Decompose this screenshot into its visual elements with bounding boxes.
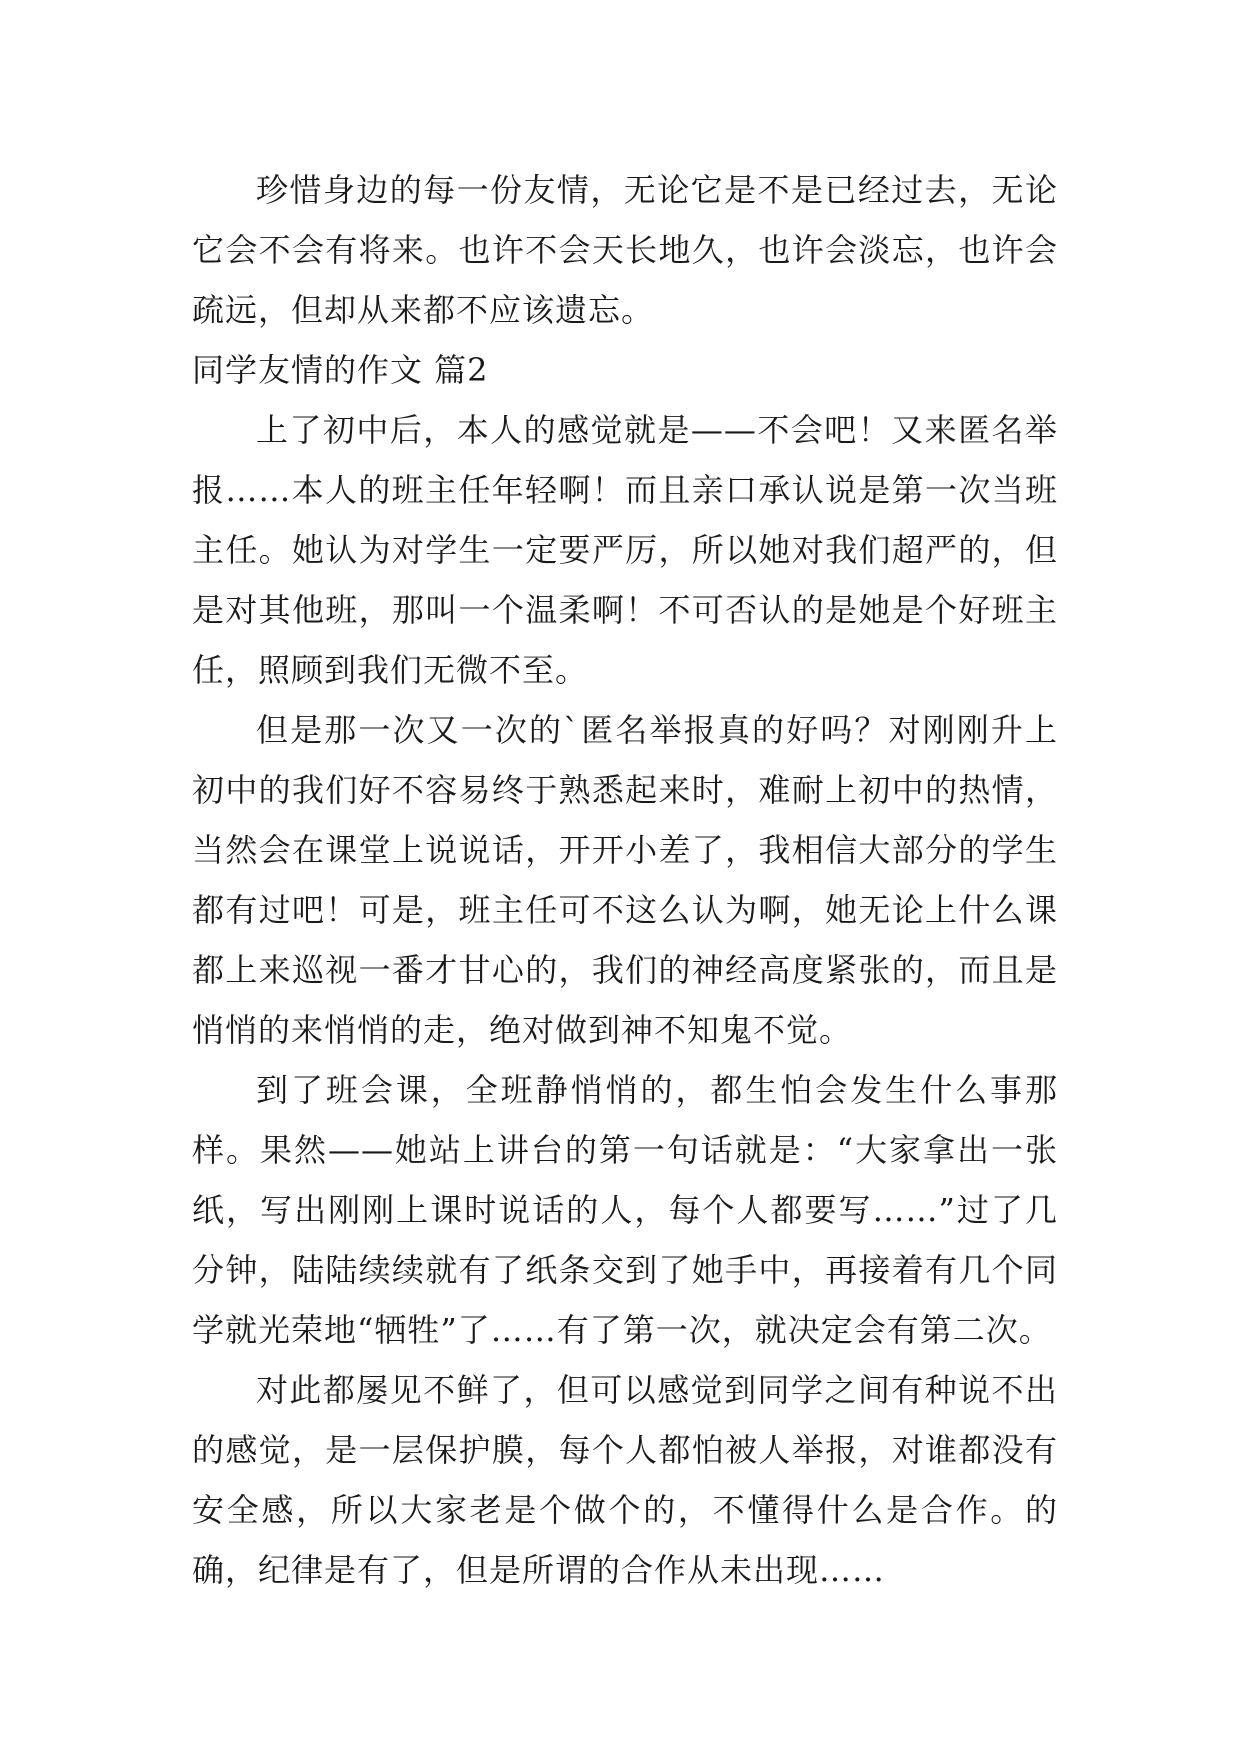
paragraph-3: 到了班会课，全班静悄悄的，都生怕会发生什么事那样。果然——她站上讲台的第一句话就是：“大家拿出一张纸，写出刚刚上课时说话的人，每个人都要写……”过了几分钟，陆陆续续就有了纸条交到了她手中，再接着有几个同学就光荣地“牺牲”了……有了第一次，就决定会有第二次。 (192, 1071, 1058, 1349)
paragraph-friendship-conclusion: 珍惜身边的每一份友情，无论它是不是已经过去，无论它会不会有将来。也许不会天长地久，也许会淡忘，也许会疏远，但却从来都不应该遗忘。 (192, 171, 1058, 329)
document-body (192, 160, 1058, 1600)
paragraph-4: 对此都屡见不鲜了，但可以感觉到同学之间有种说不出的感觉，是一层保护膜，每个人都怕被人举报，对谁都没有安全感，所以大家老是个做个的，不懂得什么是合作。的确，纪律是有了，但是所谓的合作从未出现…… (192, 1371, 1058, 1589)
section-title: 同学友情的作文 篇2 (192, 351, 489, 389)
paragraph-2: 但是那一次又一次的`匿名举报真的好吗？对刚刚升上初中的我们好不容易终于熟悉起来时，难耐上初中的热情，当然会在课堂上说说话，开开小差了，我相信大部分的学生都有过吧！可是，班主任可不这么认为啊，她无论上什么课都上来巡视一番才甘心的，我们的神经高度紧张的，而且是悄悄的来悄悄的走，绝对做到神不知鬼不觉。 (192, 711, 1058, 1049)
paragraph-1: 上了初中后，本人的感觉就是——不会吧！又来匿名举报……本人的班主任年轻啊！而且亲口承认说是第一次当班主任。她认为对学生一定要严厉，所以她对我们超严的，但是对其他班，那叫一个温柔啊！不可否认的是她是个好班主任，照顾到我们无微不至。 (192, 411, 1058, 689)
